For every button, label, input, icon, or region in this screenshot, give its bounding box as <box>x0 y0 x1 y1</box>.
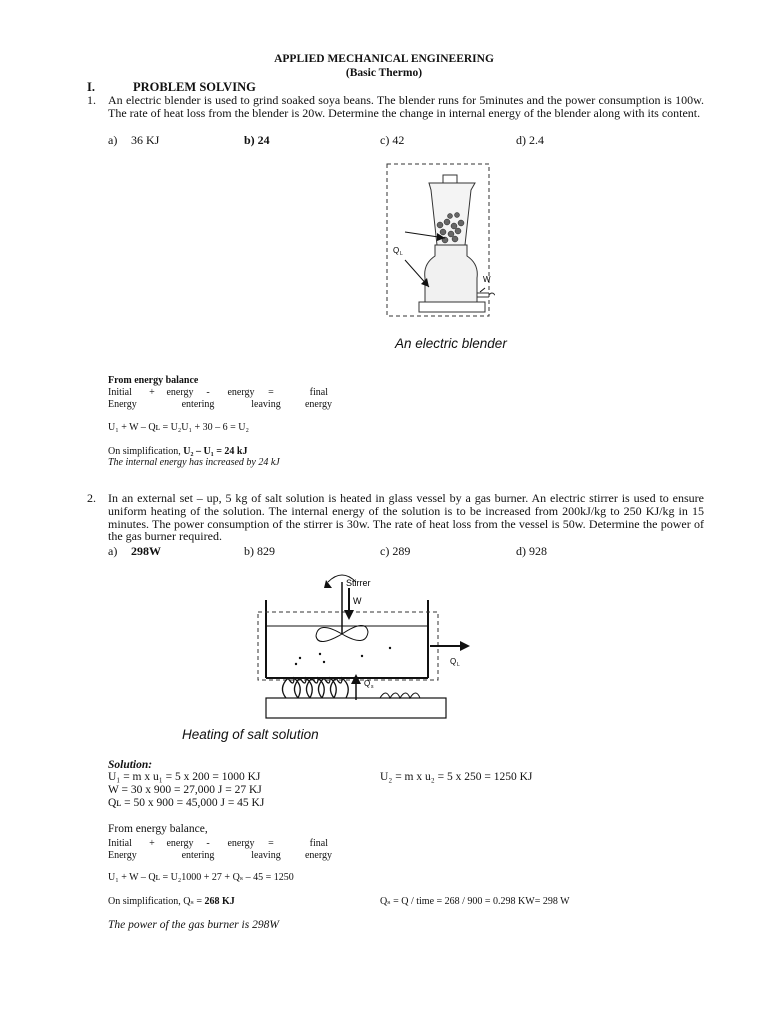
q2-equation: U₁ + W – Qʟ = U₂1000 + 27 + Qₛ – 45 = 1250 <box>108 872 294 883</box>
q1-row1-final: final <box>309 387 328 398</box>
q2-simplification <box>108 896 235 908</box>
q2-qs-label: Q <box>364 679 371 688</box>
q2-ql-subscript: L <box>457 662 460 668</box>
q1-row1-initial: Initial <box>108 387 132 398</box>
q1-row1-minus: - <box>206 387 210 398</box>
q1-option-c: c) 42 <box>380 133 405 147</box>
q1-energy-row2 <box>108 399 332 410</box>
q2-option-a-label: a) <box>108 544 118 558</box>
q1-text: An electric blender is used to grind soaked soya beans. The blender runs for 5minutes and the power consumption is 100w. The rate of heat loss from the blender is 20w. Determine the change in internal energy of the blender along with its content. <box>108 93 704 120</box>
document-subtitle: (Basic Thermo) <box>345 67 423 79</box>
stirrer-label: Stirrer <box>346 578 371 588</box>
q2-row2-leaving: leaving <box>251 850 281 861</box>
q2-row2-entering: entering <box>181 850 215 861</box>
q2-simplify-prefix: On simplification, Qₛ = <box>108 896 205 907</box>
q2-row1-energy: energy <box>166 838 194 849</box>
q2-w-label: W <box>353 596 362 606</box>
q1-simplify-result: U₂ – U₁ = 24 kJ <box>183 446 248 457</box>
q1-row1-plus: + <box>149 387 155 398</box>
q2-option-b: b) 829 <box>244 544 275 558</box>
q1-row2-energy2: energy <box>304 399 332 410</box>
q1-row2-entering: entering <box>181 399 215 410</box>
q2-qs-subscript: s <box>371 684 374 690</box>
q2-energy-row1 <box>108 838 328 850</box>
q2-row1-initial: Initial <box>108 838 132 849</box>
q1-number: 1. <box>87 93 96 107</box>
q2-caption: Heating of salt solution <box>182 727 319 742</box>
document-title: APPLIED MECHANICAL ENGINEERING <box>274 53 494 65</box>
q1-energy-row1 <box>108 387 328 399</box>
q2-option-d: d) 928 <box>516 544 547 558</box>
q2-number: 2. <box>87 491 96 505</box>
q2-line-u1: U₁ = m x u₁ = 5 x 200 = 1000 KJ <box>108 771 261 783</box>
q1-equation: U₁ + W – Qʟ = U₂U₁ + 30 – 6 = U₂ <box>108 422 249 433</box>
q2-row1-equals: = <box>268 838 274 849</box>
section-number: I. <box>87 80 95 94</box>
q2-row2-energy: Energy <box>108 850 137 861</box>
q2-conclusion: The power of the gas burner is 298W <box>108 919 279 931</box>
q1-caption: An electric blender <box>395 336 507 351</box>
q2-solution-heading: Solution: <box>108 759 153 771</box>
q2-text: In an external set – up, 5 kg of salt solution is heated in glass vessel by a gas burner. An electric stirrer is used to ensure uniform heating of the solution. The internal energy of the solution is to be increased from 200kJ/kg to 250 KJ/kg in 15 minutes. The power consumption of the stirrer is 30w. The rate of heat loss from the vessel is 50w. Determine the power of the gas burner required. <box>108 491 704 544</box>
ql-subscript: L <box>400 251 403 257</box>
q2-line-w: W = 30 x 900 = 27,000 J = 27 KJ <box>108 784 262 796</box>
blender-diagram <box>385 160 495 320</box>
q1-row1-energy: energy <box>166 387 194 398</box>
q1-solution-heading: From energy balance <box>108 375 199 386</box>
q2-energy-row2 <box>108 850 332 861</box>
q1-simplify-prefix: On simplification, <box>108 446 184 457</box>
q1-row2-leaving: leaving <box>251 399 281 410</box>
q2-row1-final: final <box>309 838 328 849</box>
q2-line-u2: U₂ = m x u₂ = 5 x 250 = 1250 KJ <box>380 771 533 783</box>
q2-from-energy-balance: From energy balance, <box>108 823 208 835</box>
q1-option-a-label: a) <box>108 133 118 147</box>
q1-conclusion: The internal energy has increased by 24 kJ <box>108 457 280 468</box>
q1-option-b: b) 24 <box>244 133 270 147</box>
q2-option-c: c) 289 <box>380 544 411 558</box>
q1-row1-equals: = <box>268 387 274 398</box>
q2-option-a: 298W <box>131 544 161 558</box>
salt-solution-diagram <box>240 568 476 724</box>
q2-ql-label: Q <box>450 657 457 666</box>
q2-row1-minus: - <box>206 838 210 849</box>
q2-row1-plus: + <box>149 838 155 849</box>
q1-option-d: d) 2.4 <box>516 133 544 147</box>
q1-row2-energy: Energy <box>108 399 137 410</box>
q2-line-ql: Qʟ = 50 x 900 = 45,000 J = 45 KJ <box>108 797 265 809</box>
q2-row2-energy2: energy <box>304 850 332 861</box>
section-title: PROBLEM SOLVING <box>133 80 256 94</box>
w-label: W <box>483 275 491 284</box>
q1-row1-energy2: energy <box>227 387 255 398</box>
ql-label: Q <box>393 246 400 255</box>
q1-option-a: 36 KJ <box>131 133 160 147</box>
q2-power-equation: Qₛ = Q / time = 268 / 900 = 0.298 KW= 298 W <box>380 896 570 907</box>
q2-row1-energy2: energy <box>227 838 255 849</box>
q2-simplify-result: 268 KJ <box>204 896 235 907</box>
